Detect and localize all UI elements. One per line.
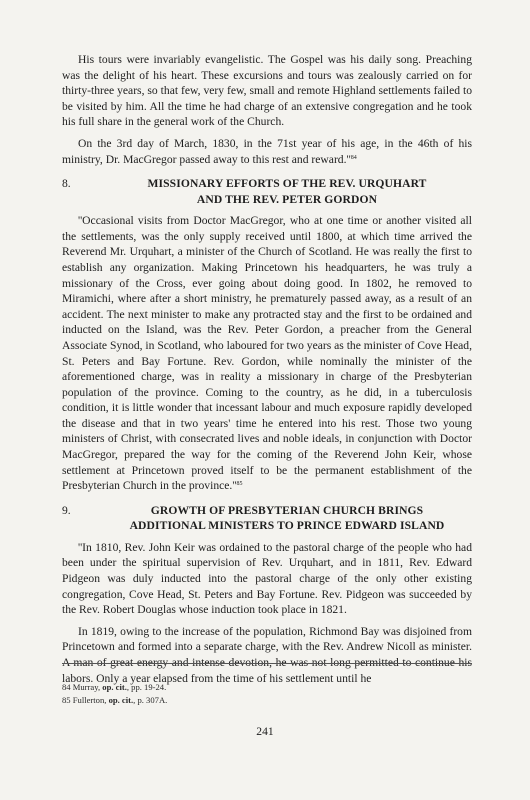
section-9-paragraph-1: ''In 1810, Rev. John Keir was ordained to the pastoral charge of the people who had been under the spiritual supervision of Rev. Urquhart, and in 1811, Rev. Edward Pidgeon was duly inducted into the pastoral charge of the only other existing congregation, Cove Head, St. Peters and Bay Fortune. Rev. Pidgeon was succeeded by the Rev. Robert Douglas whose induction took place in 1821. xyxy=(62,540,472,617)
paragraph-tours: His tours were invariably evangelistic. The Gospel was his daily song. Preaching was the delight of his heart. These excursions and tours was zealously carried on for thirty-three years, so that few, very few, small and remote Highland settlements failed to be visited by him. All the time he had charge of an extensive congregation and he took his full share in the general work of the Church. xyxy=(62,53,472,129)
footnote-84-prefix: 84 Murray, xyxy=(62,682,103,692)
section-8-title-line1: MISSIONARY EFFORTS OF THE REV. URQUHART xyxy=(147,177,427,191)
section-8-paragraph-text: ''Occasional visits from Doctor MacGregor, who at one time or another visited all the settlements, was the only supply received until 1800, at which time arrived the Reverend Mr. Urquhart, a minister of the Church of Scotland. He was really the first to establish any organization. Making Princetown his headquarters, he was truly a missionary of the Cross, ever going about doing good. In 1802, he removed to Miramichi, where after a short ministry, he prematurely passed away, as a result of an accident. The next minister to make any protracted stay and the first to be ordained and inducted on the Island, was the Rev. Peter Gordon, a preacher from the General Associate Synod, in Scotland, who laboured for two years as the minister of Cove Head, St. Peters and Bay Fortune. Rev. Gordon, while nominally the minister of the aforementioned charge, was in reality a missionary in charge of the Presbyterian population of the province. Coming to the country, as he did, in a tuberculosis condition, it is little wonder that incessant labour and much exposure rapidly developed the disease and that in two years' time he entered into his rest. Those two young ministers of Christ, with consecrated lives and noble ideals, in conjunction with Doctor MacGregor, prepared the way for the coming of the Reverend John Keir, whose settlement at Princetown proved itself to be the permanent establishment of the Presbyterian Church in the province.'' xyxy=(62,214,472,493)
footnote-ref-85: 85 xyxy=(236,481,243,488)
page-number: 241 xyxy=(256,725,274,738)
paragraph-death-text: On the 3rd day of March, 1830, in the 71st year of his age, in the 46th of his ministry, Dr. MacGregor passed away to this rest and reward.'' xyxy=(62,136,472,166)
footnote-85-prefix: 85 Fullerton, xyxy=(62,694,109,705)
section-9-number: 9. xyxy=(62,503,71,517)
section-9-paragraph-2: In 1819, owing to the increase of the population, Richmond Bay was disjoined from Princetown and formed into a separate charge, with the Rev. Andrew Nicoll as minister. A man of great energy and intense devotion, he was not long permitted to continue his labors. Only a year elapsed from the time of his settlement until he xyxy=(62,624,472,685)
paragraph-death xyxy=(62,136,472,167)
section-8-title-line2: AND THE REV. PETER GORDON xyxy=(196,192,378,206)
footnote-85 xyxy=(62,694,472,707)
body-text xyxy=(62,52,472,686)
footnote-85-suffix: , p. 307A. xyxy=(133,694,168,705)
footnote-divider xyxy=(62,663,472,664)
section-8-heading xyxy=(62,176,472,207)
footnote-84 xyxy=(62,681,472,694)
section-9-title-line1: GROWTH OF PRESBYTERIAN CHURCH BRINGS xyxy=(150,503,424,517)
footnotes xyxy=(62,681,472,706)
footnote-84-cit: op. cit. xyxy=(102,682,127,692)
section-8-number: 8. xyxy=(62,177,71,191)
footnote-85-cit: op. cit. xyxy=(108,694,134,705)
section-9-title-line2: ADDITIONAL MINISTERS TO PRINCE EDWARD ISLAND xyxy=(129,519,445,533)
footnote-84-suffix: , pp. 19-24. xyxy=(126,682,167,692)
footnote-ref-84: 84 xyxy=(350,154,357,161)
section-9-heading xyxy=(62,503,472,534)
section-8-paragraph xyxy=(62,213,472,494)
